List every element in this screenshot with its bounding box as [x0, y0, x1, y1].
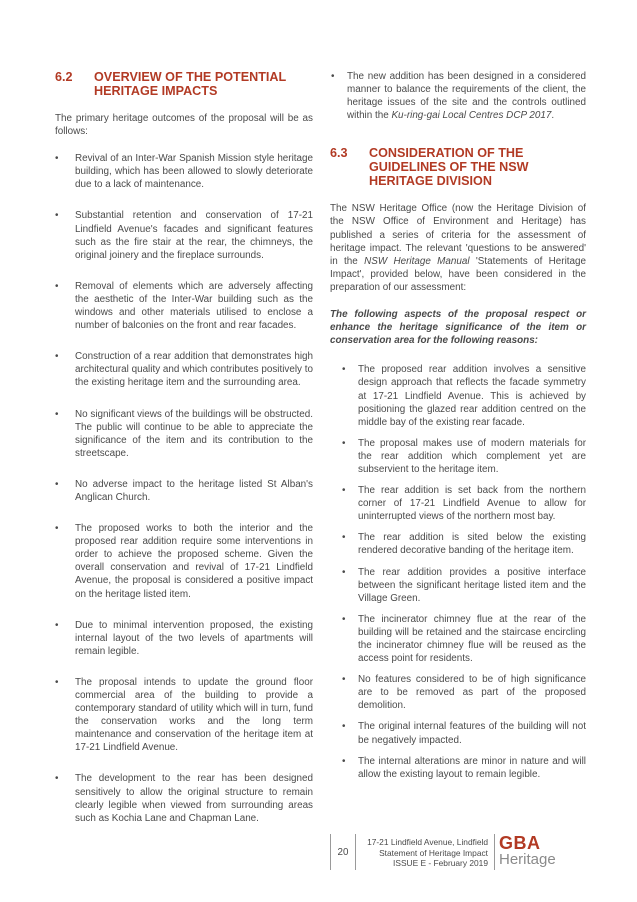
- bullet-icon: •: [342, 364, 346, 376]
- section-title-line: OVERVIEW OF THE POTENTIAL: [94, 70, 287, 84]
- logo-heritage: Heritage: [499, 851, 556, 868]
- list-item: [330, 566, 586, 605]
- list-item: [330, 363, 586, 428]
- list-item-text: No features considered to be of high significance are to be removed as part of the proposed demolition.: [358, 674, 586, 712]
- bullet-icon: •: [55, 210, 59, 222]
- list-item: [330, 613, 586, 665]
- document-title: Statement of Heritage Impact: [379, 847, 488, 858]
- dcp-reference: Ku-ring-gai Local Centres DCP 2017: [391, 110, 552, 122]
- list-item-text: Revival of an Inter-War Spanish Mission style heritage building, which has been allowed to slowly deteriorate due to a lack of maintenance.: [75, 153, 313, 191]
- list-item: [55, 152, 313, 191]
- list-item: [55, 209, 313, 261]
- bullet-icon: •: [342, 532, 346, 544]
- section-title: [94, 70, 313, 98]
- left-column: [55, 70, 313, 825]
- list-item: [55, 676, 313, 755]
- list-item-text: Due to minimal intervention proposed, the existing internal layout of the two levels of apartments will remain legible.: [75, 619, 313, 657]
- list-item-text: The proposal intends to update the ground floor commercial area of the building to provide a contemporary standard of utility which will in turn, fund the conservation works and the long term maintenance and conservation of the heritage item at 17-21 Lindfield Avenue.: [75, 676, 313, 754]
- list-item: [330, 70, 586, 122]
- section-heading-6-2: [55, 70, 313, 98]
- bullet-icon: •: [55, 619, 59, 631]
- list-item-text: Removal of elements which are adversely affecting the aesthetic of the Inter-War building such as the windows and other materials utilised to enclose a number of balconies on the front and rear facades.: [75, 280, 313, 332]
- list-item: [55, 350, 313, 389]
- list-item-text-part: .: [551, 110, 555, 122]
- list-item-text: The original internal features of the building will not be negatively impacted.: [358, 721, 586, 746]
- list-item-text: The rear addition is set back from the northern corner of 17-21 Lindfield Avenue to allow for uninterrupted views of the northern most bay.: [358, 485, 586, 523]
- page-number: 20: [337, 847, 349, 858]
- gba-heritage-logo: [499, 834, 556, 868]
- section-title-line: HERITAGE DIVISION: [369, 174, 492, 189]
- paragraph-text: The NSW Heritage Office (now the Heritage Division of the NSW Office of Environment and Heritage) has published a series of criteria for the assessment of heritage impact. The relevant 'questions to be answered' in the: [330, 203, 586, 267]
- continued-outcomes-list: [330, 70, 586, 122]
- intro-paragraph: The primary heritage outcomes of the proposal will be as follows:: [55, 113, 313, 138]
- heritage-division-paragraph: [330, 202, 586, 294]
- bullet-icon: •: [342, 437, 346, 449]
- bullet-icon: •: [55, 773, 59, 785]
- page-footer: [330, 834, 570, 874]
- respect-aspects-list: [330, 363, 586, 781]
- list-item-text: The rear addition provides a positive interface between the significant heritage listed item and the Village Green.: [358, 566, 586, 604]
- footer-divider: [494, 834, 495, 870]
- list-item: [330, 673, 586, 712]
- bullet-icon: •: [55, 676, 59, 688]
- bullet-icon: •: [55, 408, 59, 420]
- bullet-icon: •: [342, 755, 346, 767]
- paragraph-text: 'Statements of Heritage Impact', provided below, have been considered in the preparation of our assessment:: [330, 255, 586, 293]
- section-heading-6-3: [330, 146, 586, 188]
- list-item-text: The rear addition is sited below the existing rendered decorative banding of the heritage item.: [358, 532, 586, 557]
- list-item: [55, 408, 313, 460]
- bullet-icon: •: [342, 613, 346, 625]
- bullet-icon: •: [342, 485, 346, 497]
- bullet-icon: •: [55, 523, 59, 535]
- section-title-line: CONSIDERATION OF THE: [369, 146, 524, 161]
- list-item: [55, 280, 313, 332]
- list-item: [55, 478, 313, 504]
- right-column: [330, 70, 586, 781]
- list-item: [330, 720, 586, 746]
- logo-gba: GBA: [499, 833, 541, 853]
- list-item: [330, 484, 586, 523]
- list-item-text-part: The new addition has been designed in a considered manner to balance the requirements of the client, the heritage issues of the site and the controls outlined within the: [347, 71, 586, 122]
- document-info: [360, 837, 488, 869]
- list-item: [55, 522, 313, 601]
- bullet-icon: •: [342, 721, 346, 733]
- section-number: 6.3: [330, 146, 348, 161]
- section-title-line: GUIDELINES OF THE NSW: [369, 160, 529, 175]
- bullet-icon: •: [55, 478, 59, 490]
- list-item-text: No significant views of the buildings will be obstructed. The public will continue to be able to appreciate the significance of the item and its contribution to the streetscape.: [75, 408, 313, 459]
- list-item-text: The internal alterations are minor in nature and will allow the existing layout to remain legible.: [358, 755, 586, 780]
- bullet-icon: •: [342, 566, 346, 578]
- document-issue: ISSUE E - February 2019: [393, 858, 488, 868]
- aspects-lead-in: The following aspects of the proposal respect or enhance the heritage significance of the item or conservation area for the following reasons:: [330, 309, 586, 347]
- list-item: [330, 755, 586, 781]
- list-item-text: [347, 70, 586, 122]
- bullet-icon: •: [331, 71, 335, 82]
- list-item-text: Construction of a rear addition that demonstrates high architectural quality and which contributes positively to the existing heritage item and the surrounding area.: [75, 351, 313, 389]
- heritage-manual-reference: NSW Heritage Manual: [364, 255, 470, 267]
- document-address: 17-21 Lindfield Avenue, Lindfield: [367, 837, 488, 847]
- list-item: [330, 531, 586, 557]
- heritage-outcomes-list: [55, 152, 313, 825]
- list-item-text: The incinerator chimney flue at the rear of the building will be retained and the staircase encircling the incinerator chimney flue will be reused as the access point for residents.: [358, 613, 586, 665]
- list-item-text: No adverse impact to the heritage listed St Alban's Anglican Church.: [75, 478, 313, 503]
- bullet-icon: •: [342, 674, 346, 686]
- list-item-text: The proposal makes use of modern materials for the rear addition which complement yet are subservient to the heritage item.: [358, 437, 586, 475]
- list-item: [55, 772, 313, 824]
- list-item-text: The proposed works to both the interior and the proposed rear addition require some interventions in order to achieve the proposed scheme. Given the overall conservation and revival of 17-21 Lindfield Avenue, the proposal is considered a positive impact on the heritage listed item.: [75, 523, 313, 600]
- list-item: [330, 437, 586, 476]
- section-number: 6.2: [55, 70, 73, 84]
- list-item-text: The proposed rear addition involves a sensitive design approach that reflects the facade symmetry at 17-21 Lindfield Avenue. This is achieved by positioning the glazed rear addition centred on the middle bay of the existing rear facade.: [358, 364, 586, 428]
- list-item-text: The development to the rear has been designed sensitively to allow the original structure to remain clearly legible when viewed from surrounding areas such as Kochia Lane and Chapman Lane.: [75, 773, 313, 824]
- list-item: [55, 619, 313, 658]
- bullet-icon: •: [55, 280, 59, 292]
- bullet-icon: •: [55, 351, 59, 363]
- list-item-text: Substantial retention and conservation of 17-21 Lindfield Avenue's facades and significant features such as the fire stair at the rear, the chimneys, the original joinery and the fireplace surrounds.: [75, 210, 313, 261]
- section-title-line: HERITAGE IMPACTS: [94, 84, 218, 98]
- page-number-box: [330, 834, 356, 870]
- bullet-icon: •: [55, 153, 59, 165]
- section-title: [369, 146, 586, 188]
